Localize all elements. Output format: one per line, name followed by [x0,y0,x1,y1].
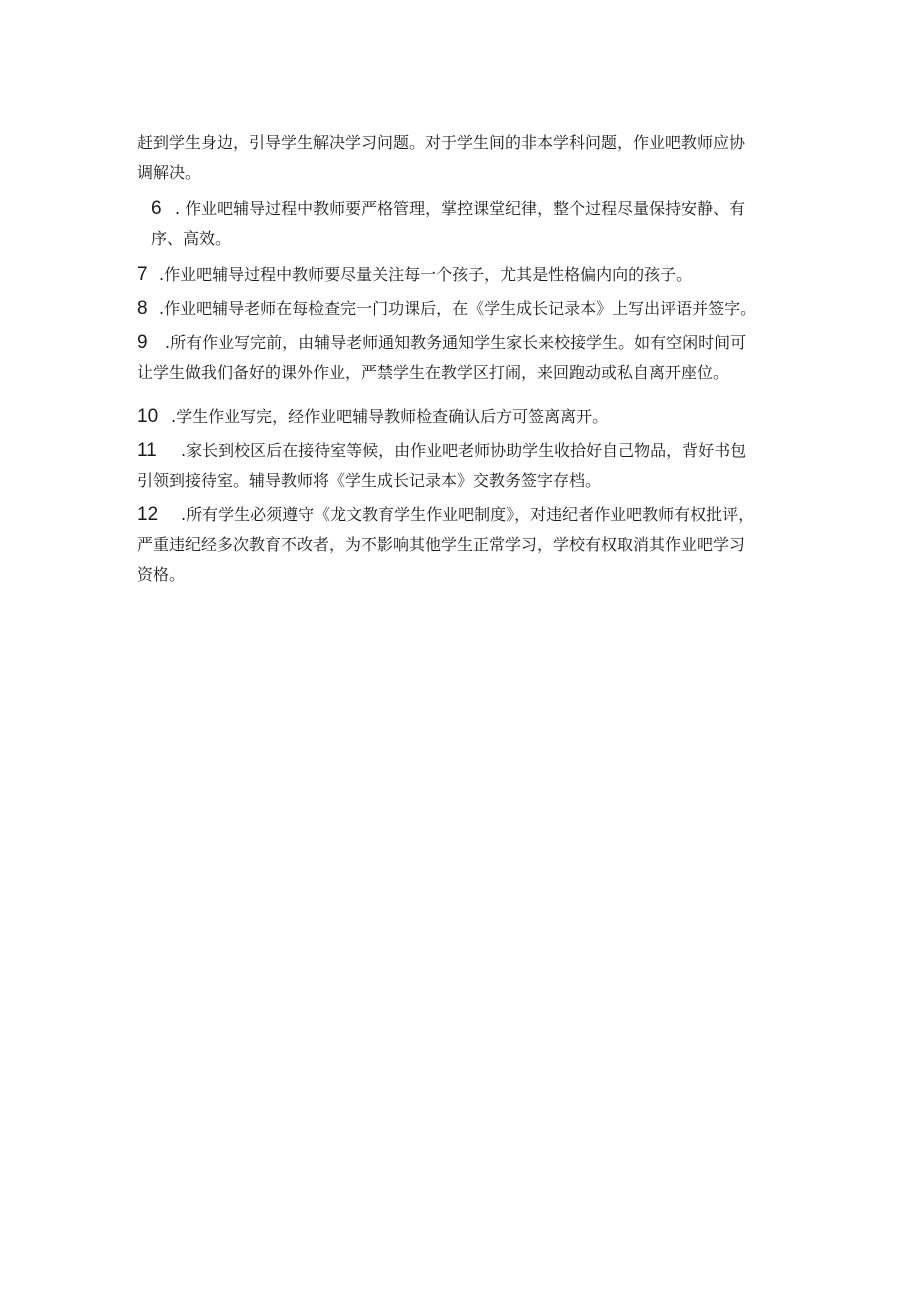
item-number: 12 [137,504,159,525]
item-text: 严重违纪经多次教育不改者，为不影响其他学生正常学习，学校有权取消其作业吧学习 [137,535,746,554]
item-number: 6 [151,198,162,219]
item-text: .家长到校区后在接待室等候，由作业吧老师协助学生收拾好自己物品，背好书包 [181,441,747,460]
item-number: 10 [137,406,159,427]
item-text: 让学生做我们备好的课外作业，严禁学生在教学区打闹，来回跑动或私自离开座位。 [137,363,730,382]
item-text: 资格。 [137,565,186,584]
intro-line: 调解决。 [137,163,202,182]
paragraph-intro [137,128,797,188]
item-text: .作业吧辅导过程中教师要尽量关注每一个孩子，尤其是性格偏内向的孩子。 [159,265,693,284]
item-number: 11 [137,440,157,461]
item-text: .学生作业写完，经作业吧辅导教师检查确认后方可签离离开。 [171,407,609,426]
item-text: 序、高效。 [151,229,232,248]
list-item-6 [137,194,797,254]
document-body [137,128,797,590]
item-text: .所有学生必须遵守《龙文教育学生作业吧制度》，对违纪者作业吧教师有权批评， [181,505,755,524]
list-item-11 [137,436,797,496]
item-text: .作业吧辅导老师在每检查完一门功课后，在《学生成长记录本》上写出评语并签字。 [159,299,757,318]
item-text: .所有作业写完前，由辅导老师通知教务通知学生家长来校接学生。如有空闲时间可 [165,333,747,352]
item-number: 9 [137,332,148,353]
list-item-10 [137,402,797,432]
list-item-9 [137,328,797,388]
list-item-7 [137,260,797,290]
item-number: 8 [137,298,148,319]
item-number: 7 [137,264,148,285]
item-text: 引领到接待室。辅导教师将《学生成长记录本》交教务签字存档。 [137,471,602,490]
list-item-12 [137,500,797,590]
item-text: . 作业吧辅导过程中教师要严格管理，掌控课堂纪律，整个过程尽量保持安静、有 [175,199,746,218]
list-item-8 [137,294,797,324]
intro-line: 赶到学生身边，引导学生解决学习问题。对于学生间的非本学科问题，作业吧教师应协 [137,133,746,152]
